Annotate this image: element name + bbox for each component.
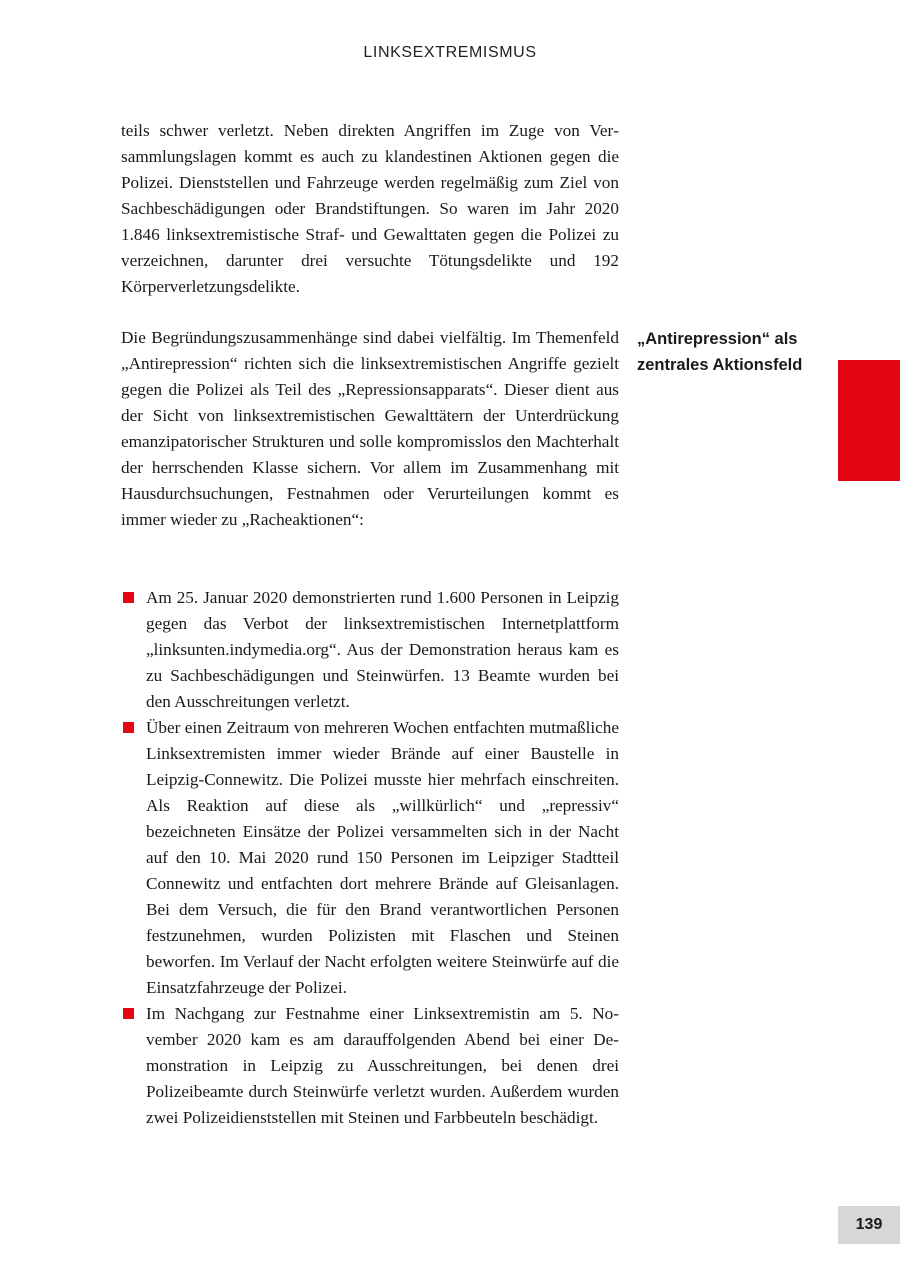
list-item-text: Am 25. Januar 2020 demonstrierten rund 1.600 Personen in Leipzig gegen das Verbot der linksextremistischen Internetplattform „linksunten.indymedia.org“. Aus der Demonstration heraus kam es zu Sachbeschädigungen und Steinwürfen. 13 Beamte wurden bei den Ausschreitungen verletzt. [146, 588, 619, 711]
paragraph-text: Die Begründungszusammenhänge sind dabei vielfältig. Im Themenfeld „Antirepression“ richten sich die linksextremistischen Angriffe gezielt gegen die Polizei als Teil des „Repressionsapparats“. Dieser dient aus der Sicht von linksextremistischen Gewalttätern der Unterdrückung emanzipatorischer Strukturen und solle kompromisslos den Machterhalt der herrschenden Klasse sichern. Vor allem im Zusammenhang mit Hausdurchsuchungen, Festnahmen oder Verurteilungen kommt es immer wieder zu „Racheaktionen“: [121, 328, 619, 529]
paragraph-text: teils schwer verletzt. Neben direkten Angriffen im Zuge von Versammlungslagen kommt es auch zu klandestinen Aktionen gegen die Polizei. Dienststellen und Fahrzeuge werden regelmäßig zum Ziel von Sachbeschädigungen oder Brandstiftungen. So waren im Jahr 2020 1.846 linksextremistische Straf- und Gewalttaten gegen die Polizei zu verzeichnen, darunter drei versuchte Tötungsdelikte und 192 Körperverletzungsdelikte. [121, 121, 619, 296]
bullet-list [121, 585, 619, 1131]
margin-note: „Antirepression“ als zentrales Aktionsfeld [637, 330, 803, 374]
list-item [121, 585, 619, 715]
list-item [121, 1001, 619, 1131]
running-head: LINKSEXTREMISMUS [363, 44, 537, 61]
list-item-text: Über einen Zeitraum von mehreren Wochen entfachten mutmaßliche Linksextremisten immer wieder Brände auf einer Baustelle in Leipzig-Connewitz. Die Polizei musste hier mehrfach einschreiten. Als Reaktion auf diese als „willkürlich“ und „repressiv“ bezeichneten Einsätze der Polizei versammelten sich in der Nacht auf den 10. Mai 2020 rund 150 Personen im Leipziger Stadtteil Connewitz und entfachten dort mehrere Brände auf Gleisanlagen. Bei dem Versuch, die für den Brand verantwortlichen Personen festzunehmen, wurden Polizisten mit Flaschen und Steinen beworfen. Im Verlauf der Nacht erfolgten weitere Steinwürfe auf die Einsatzfahrzeuge der Polizei. [146, 718, 619, 997]
paragraph-2 [121, 325, 619, 533]
list-item [121, 715, 619, 1001]
page-number: 139 [838, 1206, 900, 1244]
paragraph-1 [121, 118, 619, 300]
chapter-tab-marker [838, 360, 900, 481]
square-bullet-icon [123, 722, 134, 733]
square-bullet-icon [123, 592, 134, 603]
list-item-text: Im Nachgang zur Festnahme einer Linksextremistin am 5. November 2020 kam es am darauffolgenden Abend bei einer Demonstration in Leipzig zu Ausschreitungen, bei denen drei Polizeibeamte durch Steinwürfe verletzt wurden. Außerdem wurden zwei Polizeidienststellen mit Steinen und Farbbeuteln beschädigt. [146, 1004, 619, 1127]
square-bullet-icon [123, 1008, 134, 1019]
